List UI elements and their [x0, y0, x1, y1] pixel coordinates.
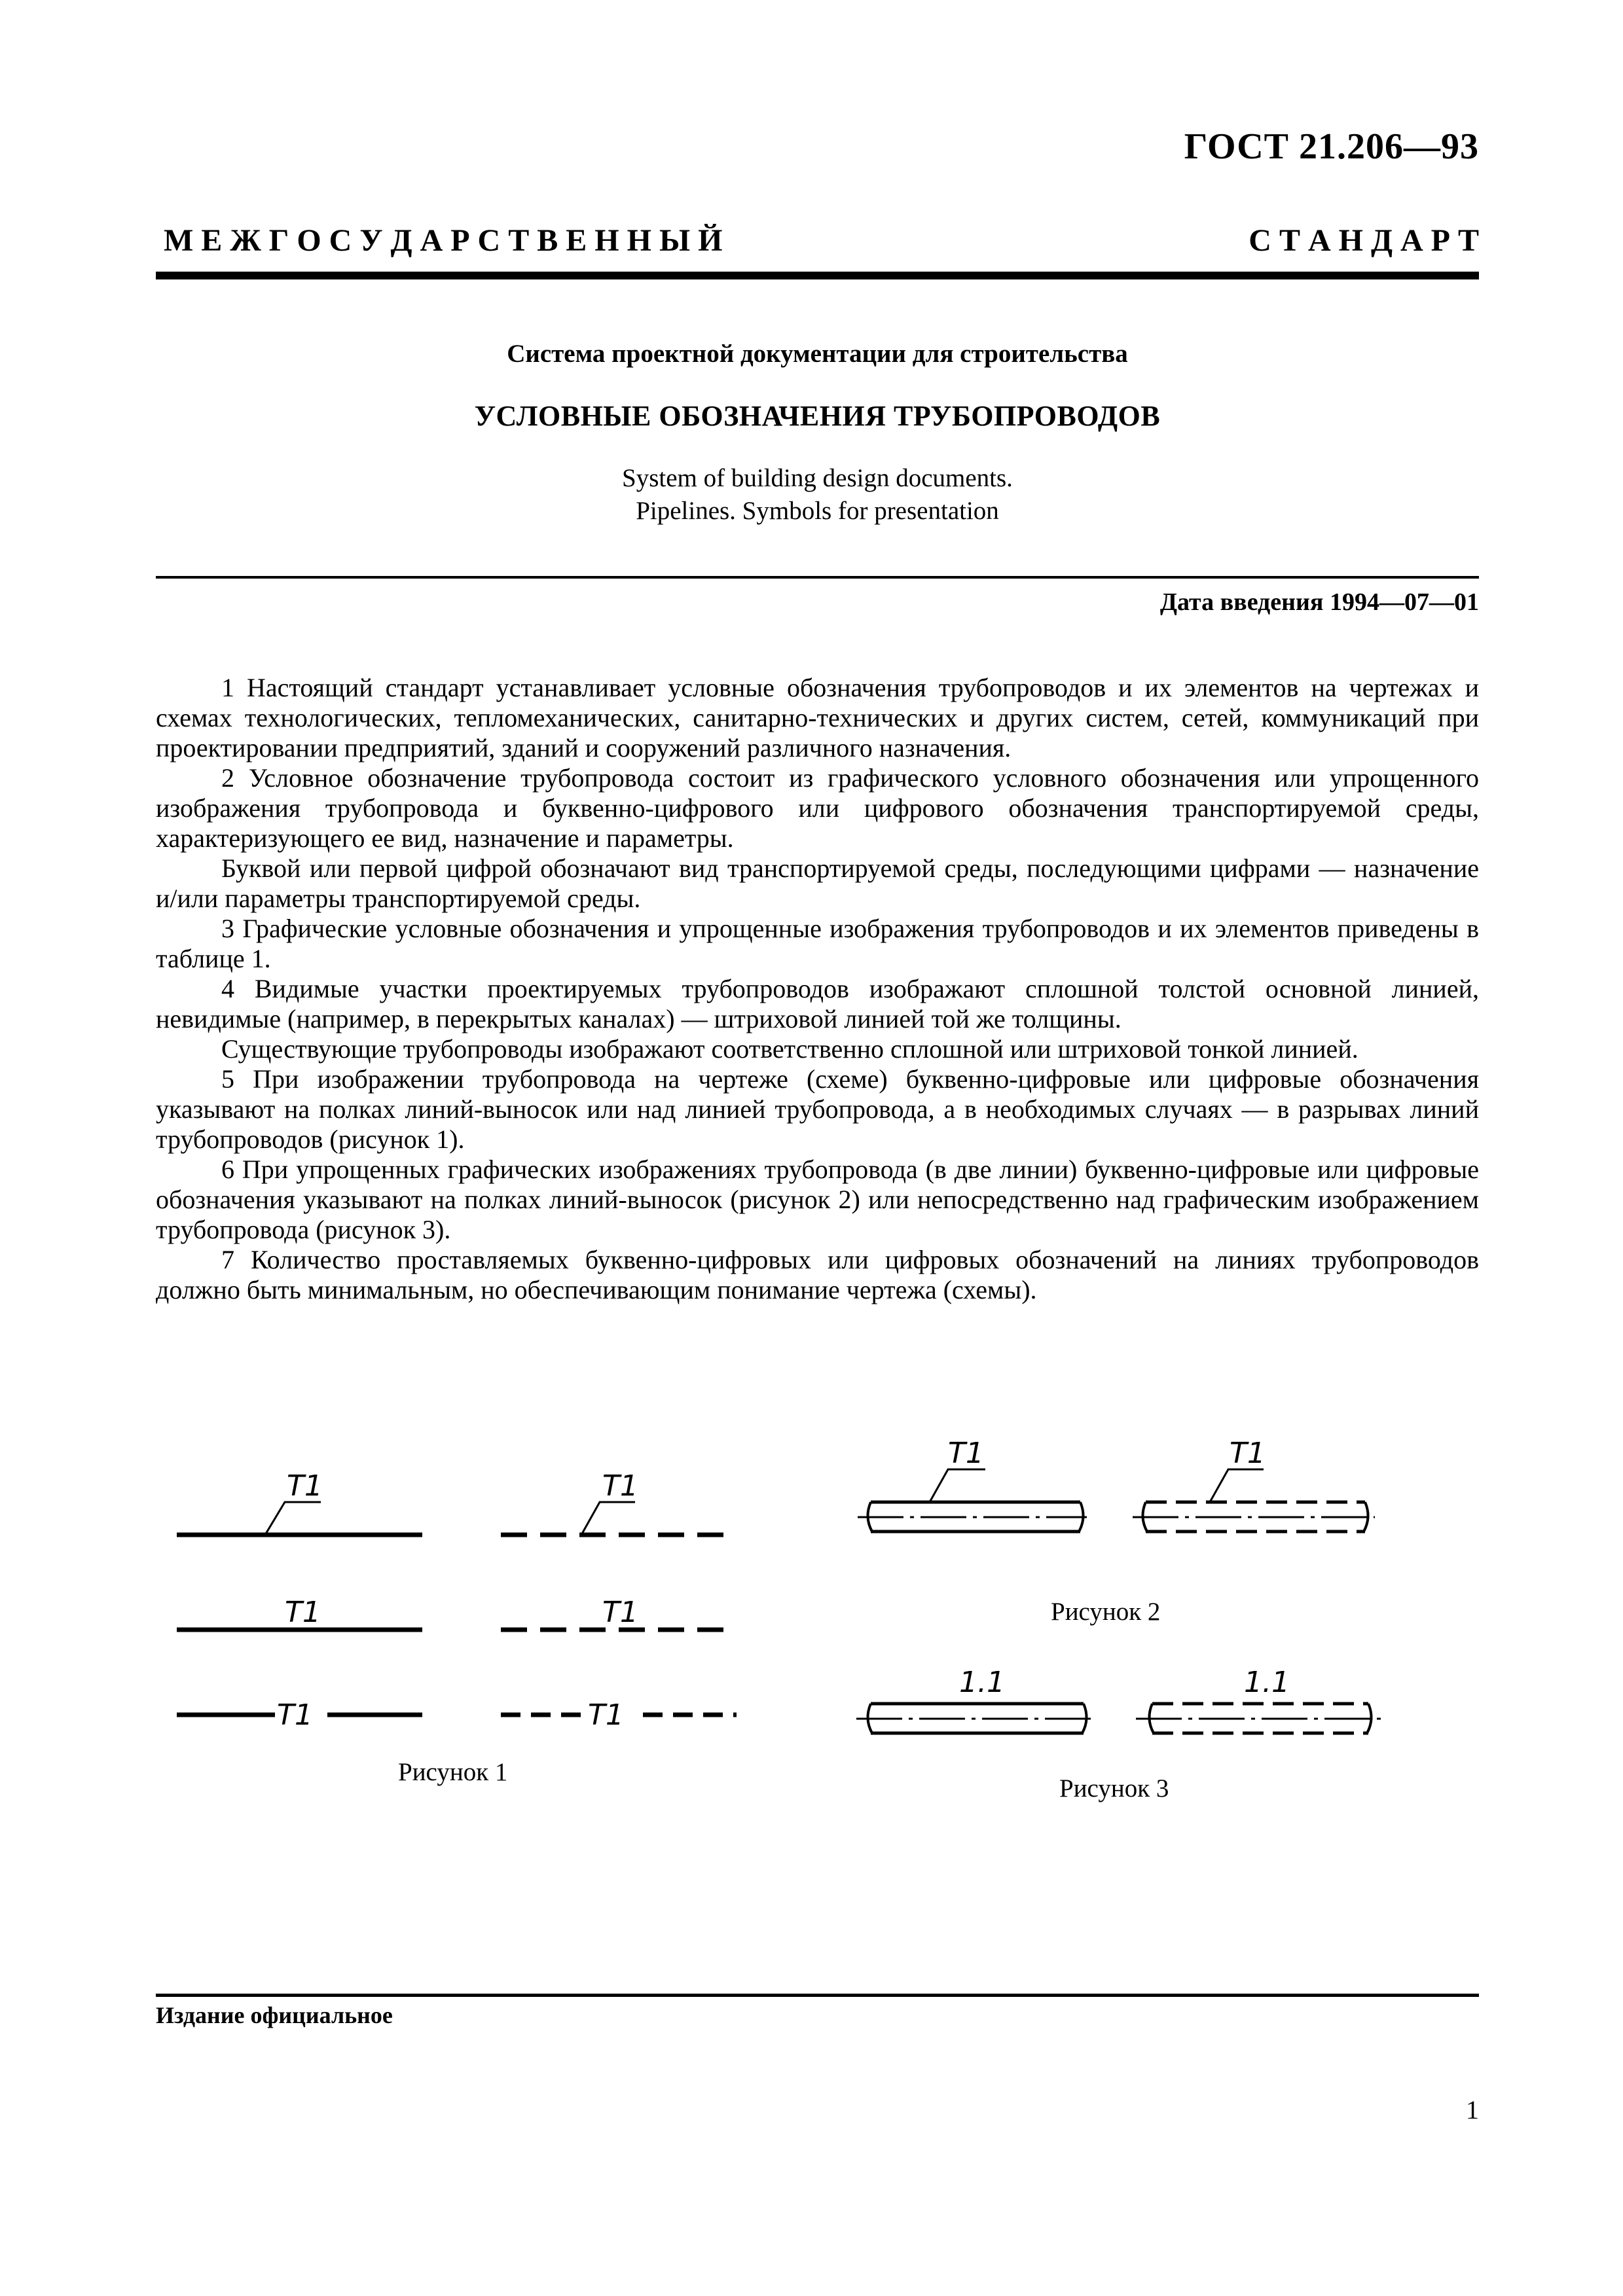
title-rule	[156, 576, 1479, 579]
figure-3-caption: Рисунок 3	[1059, 1774, 1169, 1803]
english-title	[156, 462, 1479, 528]
page-number: 1	[1466, 2095, 1479, 2125]
footer-rule	[156, 1994, 1479, 1997]
figure-3	[845, 1662, 1401, 1754]
paragraph-7: 7 Количество проставляемых буквенно-цифровых или цифровых обозначений на линиях трубопроводов должно быть минимальным, но обеспечивающим понимание чертежа (схемы).	[156, 1245, 1479, 1304]
figure-1-caption: Рисунок 1	[398, 1758, 508, 1786]
paragraph-6: 6 При упрощенных графических изображениях трубопровода (в две линии) буквенно-цифровые или цифровые обозначения указывают на полках линий-выносок (рисунок 2) или непосредственно над графическим изображением трубопровода (рисунок 3).	[156, 1155, 1479, 1244]
paragraph-2a: Буквой или первой цифрой обозначают вид транспортируемой среды, последующими цифрами — назначение и/или параметры транспортируемой среды.	[156, 853, 1479, 913]
fig1-label-1: T1	[287, 1469, 323, 1503]
english-title-line-2: Pipelines. Symbols for presentation	[636, 497, 999, 525]
paragraph-5: 5 При изображении трубопровода на чертеже (схеме) буквенно-цифровые или цифровые обозначения указывают на полках линий-выносок или над линией трубопровода, а в необходимых случаях — в разрывах линий трубопроводов (рисунок 1).	[156, 1064, 1479, 1154]
paragraph-4a: Существующие трубопроводы изображают соответственно сплошной или штриховой тонкой линией.	[221, 1034, 1359, 1064]
category-word-1: М Е Ж Г О С У Д А Р С Т В Е Н Н Ы Й	[164, 223, 723, 258]
figure-2-caption: Рисунок 2	[1051, 1598, 1161, 1626]
paragraph-4: 4 Видимые участки проектируемых трубопроводов изображают сплошной толстой основной линией, невидимые (например, в перекрытых каналах) — штриховой линией той же толщины.	[156, 974, 1479, 1033]
figure-1	[170, 1446, 746, 1734]
english-title-line-1: System of building design documents.	[622, 464, 1013, 492]
paragraph-1: 1 Настоящий стандарт устанавливает условные обозначения трубопроводов и их элементов на чертежах и схемах технологических, тепломеханических, санитарно-технических и других систем, сетей, коммуникаций при проектировании предприятий, зданий и сооружений различного назначения.	[156, 673, 1479, 762]
date-of-introduction: Дата введения 1994—07—01	[1159, 588, 1479, 616]
category-word-2: С Т А Н Д А Р Т	[1249, 223, 1479, 258]
fig3-label-2: 1.1	[1244, 1666, 1290, 1699]
figure-2	[845, 1437, 1401, 1571]
fig2-label-1: T1	[948, 1437, 984, 1470]
fig1-label-2: T1	[602, 1469, 638, 1503]
body-text	[156, 673, 1479, 1305]
header-rule	[156, 272, 1479, 279]
fig1-label-3: T1	[285, 1596, 321, 1629]
fig1-label-5: T1	[277, 1698, 313, 1732]
fig1-label-4: T1	[602, 1596, 638, 1629]
system-title: Система проектной документации для строительства	[507, 340, 1128, 368]
fig1-label-6: T1	[588, 1698, 624, 1732]
standard-code: ГОСТ 21.206—93	[1184, 126, 1479, 167]
paragraph-2: 2 Условное обозначение трубопровода состоит из графического условного обозначения или упрощенного изображения трубопровода и буквенно-цифрового или цифрового обозначения транспортируемой среды, характеризующего ее вид, назначение и параметры.	[156, 763, 1479, 853]
paragraph-3: 3 Графические условные обозначения и упрощенные изображения трубопроводов и их элементов приведены в таблице 1.	[156, 914, 1479, 973]
main-title: УСЛОВНЫЕ ОБОЗНАЧЕНИЯ ТРУБОПРОВОДОВ	[474, 400, 1161, 432]
edition-label: Издание официальное	[156, 2002, 393, 2028]
fig2-label-2: T1	[1230, 1437, 1266, 1470]
fig3-label-1: 1.1	[959, 1666, 1005, 1699]
standard-category	[164, 223, 1479, 259]
